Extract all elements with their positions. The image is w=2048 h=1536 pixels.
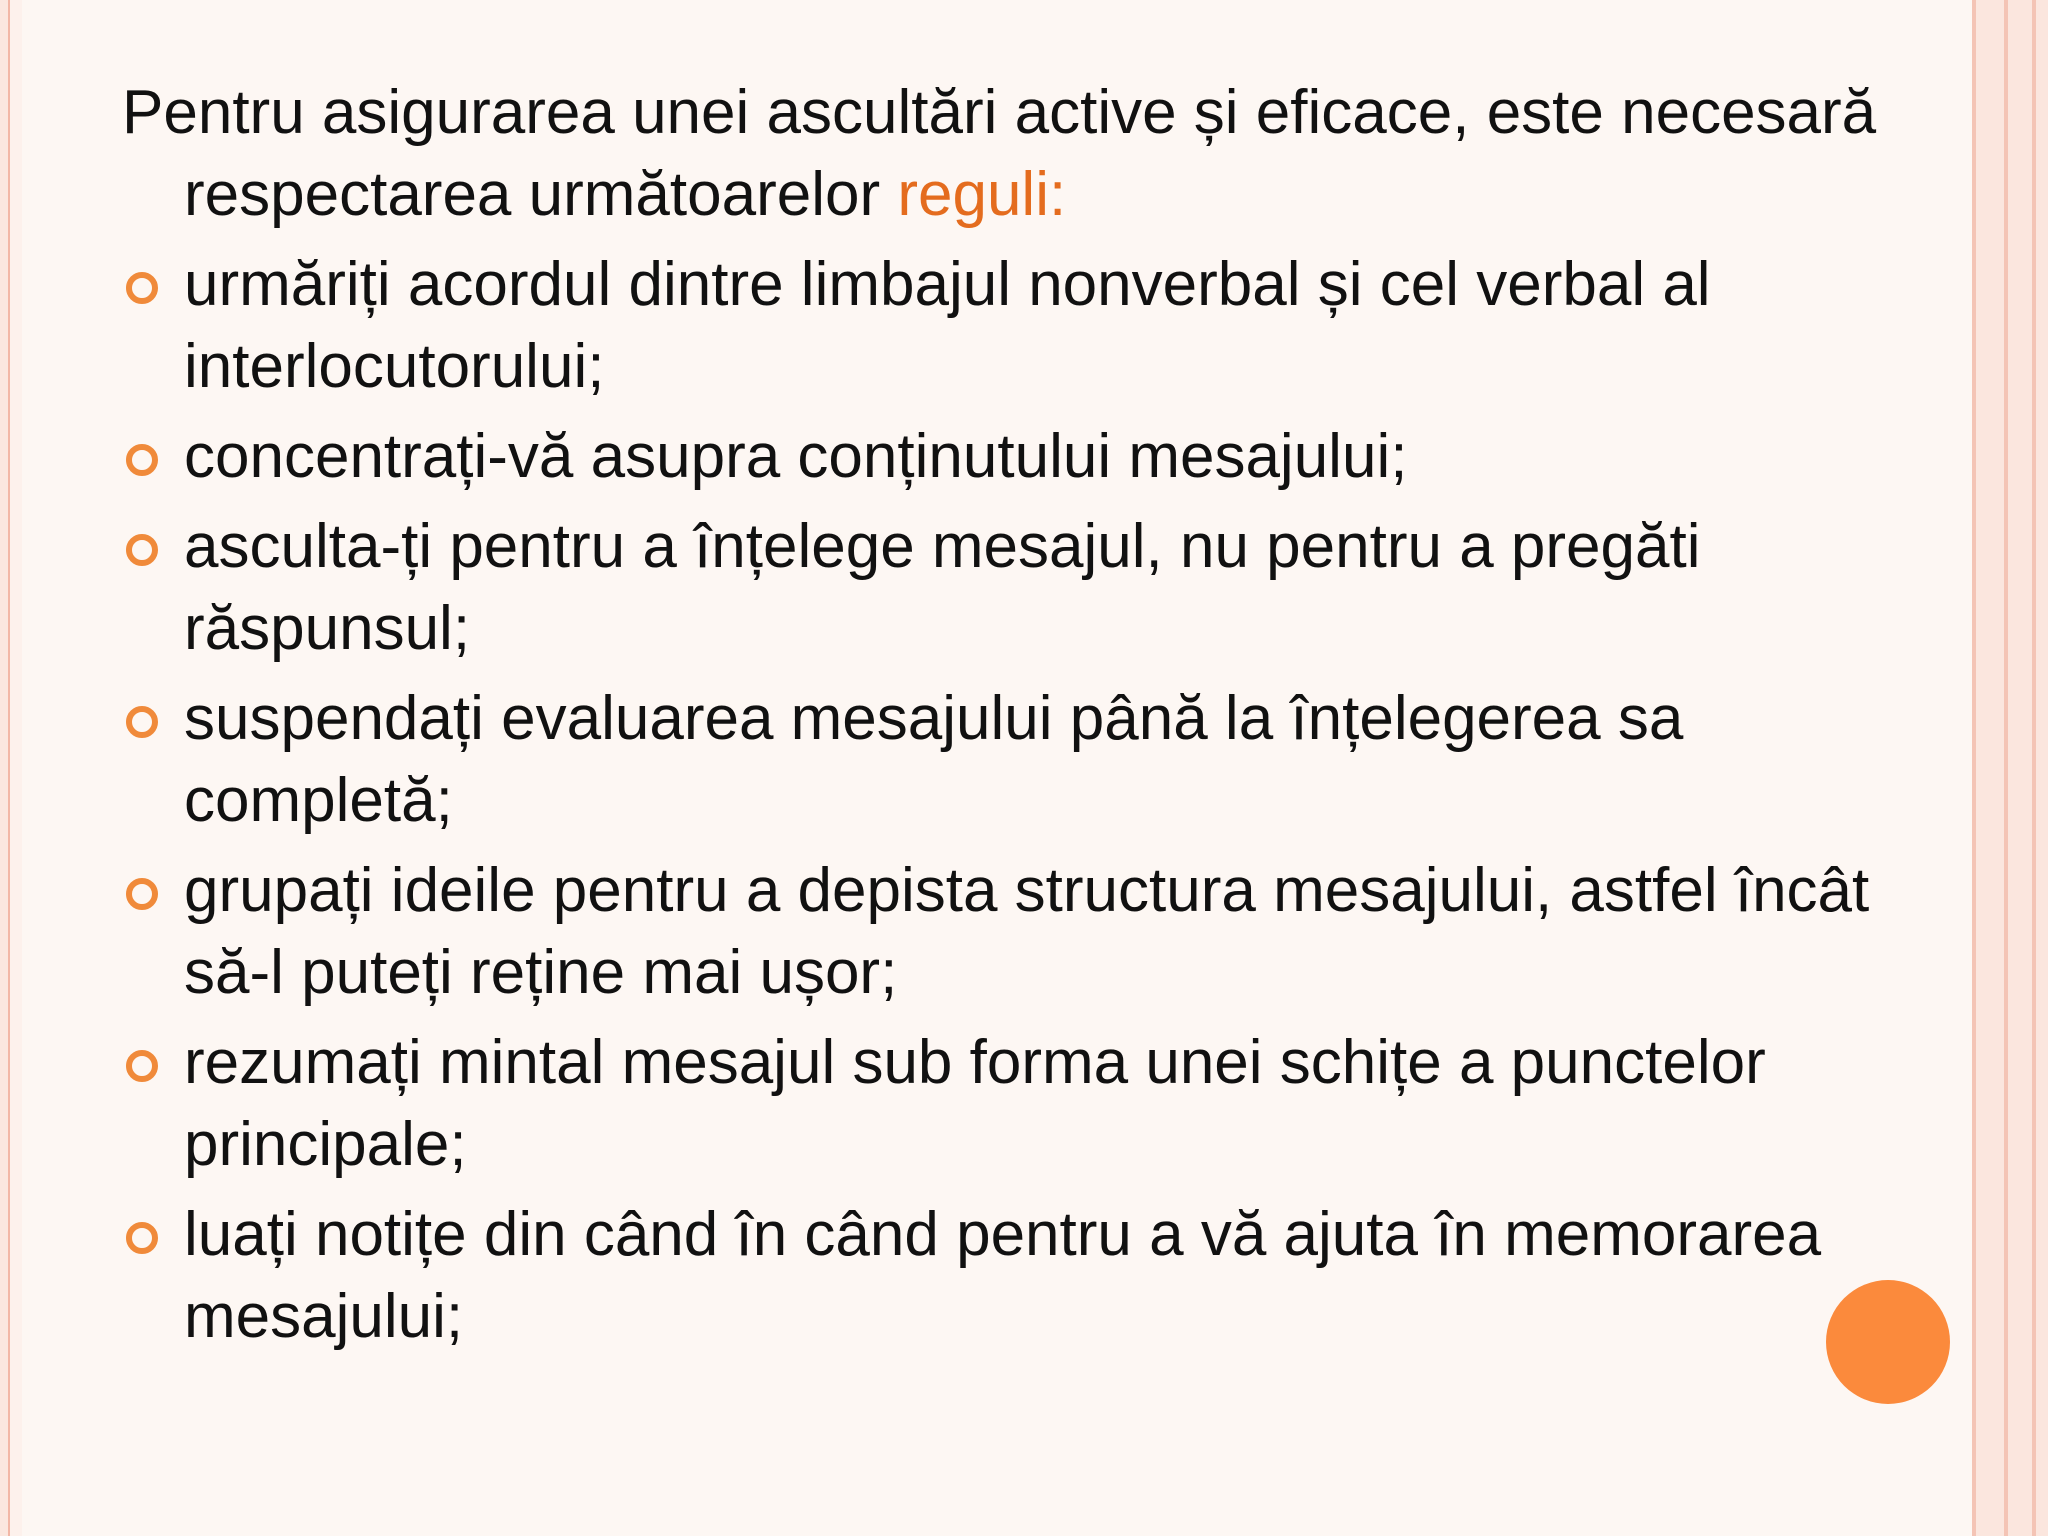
list-item-text: grupați ideile pentru a depista structura mesajului, astfel încât să-l puteți reține mai ușor;	[184, 856, 1870, 1007]
slide-content	[0, 72, 1968, 1366]
ring-bullet-icon	[126, 1222, 158, 1254]
list-item-text: rezumați mintal mesajul sub forma unei schițe a punctelor principale;	[184, 1028, 1766, 1179]
list-item	[184, 1194, 1944, 1358]
ring-bullet-icon	[126, 444, 158, 476]
list-item-text: suspendați evaluarea mesajului până la înțelegerea sa completă;	[184, 684, 1684, 835]
ring-bullet-icon	[126, 706, 158, 738]
list-item-text: luați notițe din când în când pentru a vă ajuta în memorarea mesajului;	[184, 1200, 1822, 1351]
list-item-text: urmăriți acordul dintre limbajul nonverbal și cel verbal al interlocutorului;	[184, 250, 1711, 401]
list-item	[184, 850, 1944, 1014]
intro-text: Pentru asigurarea unei ascultări active și eficace, este necesară respectarea următoarelor	[122, 78, 1877, 229]
ring-bullet-icon	[126, 272, 158, 304]
intro-accent-word: reguli:	[897, 160, 1067, 229]
list-item	[184, 506, 1944, 670]
list-item-text: concentrați-vă asupra conținutului mesajului;	[184, 422, 1408, 491]
list-item	[184, 244, 1944, 408]
intro-paragraph	[122, 72, 1964, 236]
list-item	[184, 678, 1944, 842]
ring-bullet-icon	[126, 534, 158, 566]
list-item	[184, 416, 1944, 498]
right-border-decoration	[1968, 0, 2048, 1536]
list-item	[184, 1022, 1944, 1186]
list-item-text: asculta-ți pentru a înțelege mesajul, nu pentru a pregăti răspunsul;	[184, 512, 1701, 663]
orange-circle-icon	[1826, 1280, 1950, 1404]
ring-bullet-icon	[126, 1050, 158, 1082]
ring-bullet-icon	[126, 878, 158, 910]
